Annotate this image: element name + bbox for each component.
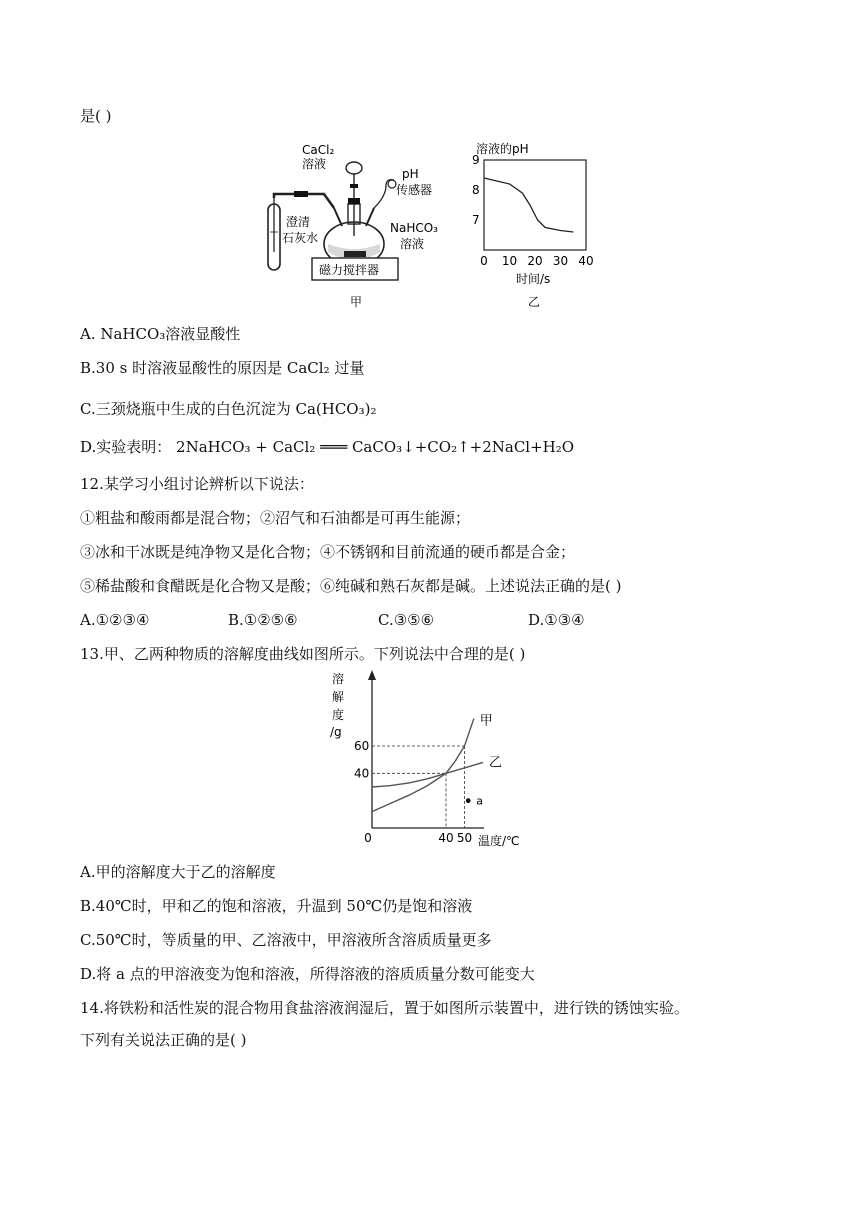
ph-y-tick: 7 [472, 213, 480, 227]
ph-chart-frame [484, 160, 586, 250]
q13-option-a: A.甲的溶解度大于乙的溶解度 [80, 863, 276, 881]
sol-point-label: a [476, 794, 483, 808]
q11-option-c: C.三颈烧瓶中生成的白色沉淀为 Ca(HCO₃)₂ [80, 400, 377, 418]
q14-line2: 下列有关说法正确的是( ) [80, 1031, 247, 1049]
sol-x-tick: 40 [438, 831, 454, 845]
label-nahco3-solution: 溶液 [400, 237, 425, 251]
sol-x-tick: 50 [456, 831, 473, 845]
q12-option-d: D.①③④ [528, 611, 585, 629]
q13-option-c: C.50℃时，等质量的甲、乙溶液中，甲溶液所含溶质质量更多 [80, 931, 492, 949]
ph-x-tick: 10 [501, 254, 518, 268]
caption-jia: 甲 [350, 295, 363, 309]
label-stirrer: 磁力搅拌器 [319, 263, 380, 277]
ph-y-tick: 9 [472, 153, 480, 167]
q12-option-a: A.①②③④ [80, 611, 150, 629]
solubility-chart [326, 668, 546, 857]
ph-y-tick: 8 [472, 183, 480, 197]
q13-option-d: D.将 a 点的甲溶液变为饱和溶液，所得溶液的溶质质量分数可能变大 [80, 965, 535, 983]
sol-curve-jia [372, 719, 474, 812]
ph-xlabel: 时间/s [516, 272, 551, 286]
label-nahco3: NaHCO₃ [390, 221, 438, 235]
q13-option-b: B.40℃时，甲和乙的饱和溶液，升温到 50℃仍是饱和溶液 [80, 897, 473, 915]
sol-curve-yi [372, 762, 483, 787]
label-limewater-1: 澄清 [286, 215, 311, 229]
q11-stem-tail: 是( ) [80, 107, 112, 125]
caption-yi: 乙 [528, 295, 541, 309]
sol-y-tick: 60 [354, 739, 370, 753]
sol-series-label: 乙 [489, 755, 503, 771]
ph-x-tick: 0 [480, 254, 488, 268]
sol-x-tick: 0 [364, 831, 372, 845]
sol-xlabel: 温度/℃ [478, 834, 520, 848]
sol-ylabel-1: 溶 [332, 672, 345, 686]
sol-ylabel-3: 度 [332, 708, 345, 722]
ph-x-tick: 20 [527, 254, 543, 268]
q12-line2: ③冰和干冰既是纯净物又是化合物；④不锈钢和目前流通的硬币都是合金； [80, 543, 576, 561]
q12-line3: ⑤稀盐酸和食醋既是化合物又是酸；⑥纯碱和熟石灰都是碱。上述说法正确的是( ) [80, 577, 622, 595]
apparatus-figure [262, 140, 462, 314]
q12-option-b: B.①②⑤⑥ [228, 611, 298, 629]
label-ph: pH [402, 167, 419, 181]
q11-option-b: B.30 s 时溶液显酸性的原因是 CaCl₂ 过量 [80, 359, 365, 377]
q12-line1: ①粗盐和酸雨都是混合物；②沼气和石油都是可再生能源； [80, 509, 471, 527]
label-cacl2: CaCl₂ [302, 143, 335, 157]
ph-chart-title: 溶液的pH [476, 142, 529, 156]
q13-stem: 13.甲、乙两种物质的溶解度曲线如图所示。下列说法中合理的是( ) [80, 645, 526, 663]
sol-y-tick: 40 [354, 766, 370, 781]
label-sensor: 传感器 [396, 183, 433, 197]
ph-chart [470, 140, 605, 314]
q12-option-c: C.③⑤⑥ [378, 611, 435, 629]
sol-ylabel-4: /g [330, 725, 342, 739]
ph-series-line [484, 178, 573, 232]
q11-option-d: D.实验表明： 2NaHCO₃ + CaCl₂ ═══ CaCO₃↓+CO₂↑+2NaCl+H₂O [80, 438, 575, 456]
label-cacl2-solution: 溶液 [302, 157, 327, 171]
q14-line1: 14.将铁粉和活性炭的混合物用食盐溶液润湿后，置于如图所示装置中，进行铁的锈蚀实验。 [80, 999, 689, 1017]
sol-series-label: 甲 [479, 713, 493, 729]
label-limewater-2: 石灰水 [282, 231, 319, 245]
sol-point-a [466, 798, 471, 803]
q12-stem: 12.某学习小组讨论辨析以下说法： [80, 475, 314, 493]
ph-x-tick: 30 [552, 254, 569, 268]
sol-ylabel-2: 解 [332, 690, 345, 704]
ph-x-tick: 40 [578, 254, 594, 268]
q11-option-a: A. NaHCO₃溶液显酸性 [80, 325, 241, 343]
